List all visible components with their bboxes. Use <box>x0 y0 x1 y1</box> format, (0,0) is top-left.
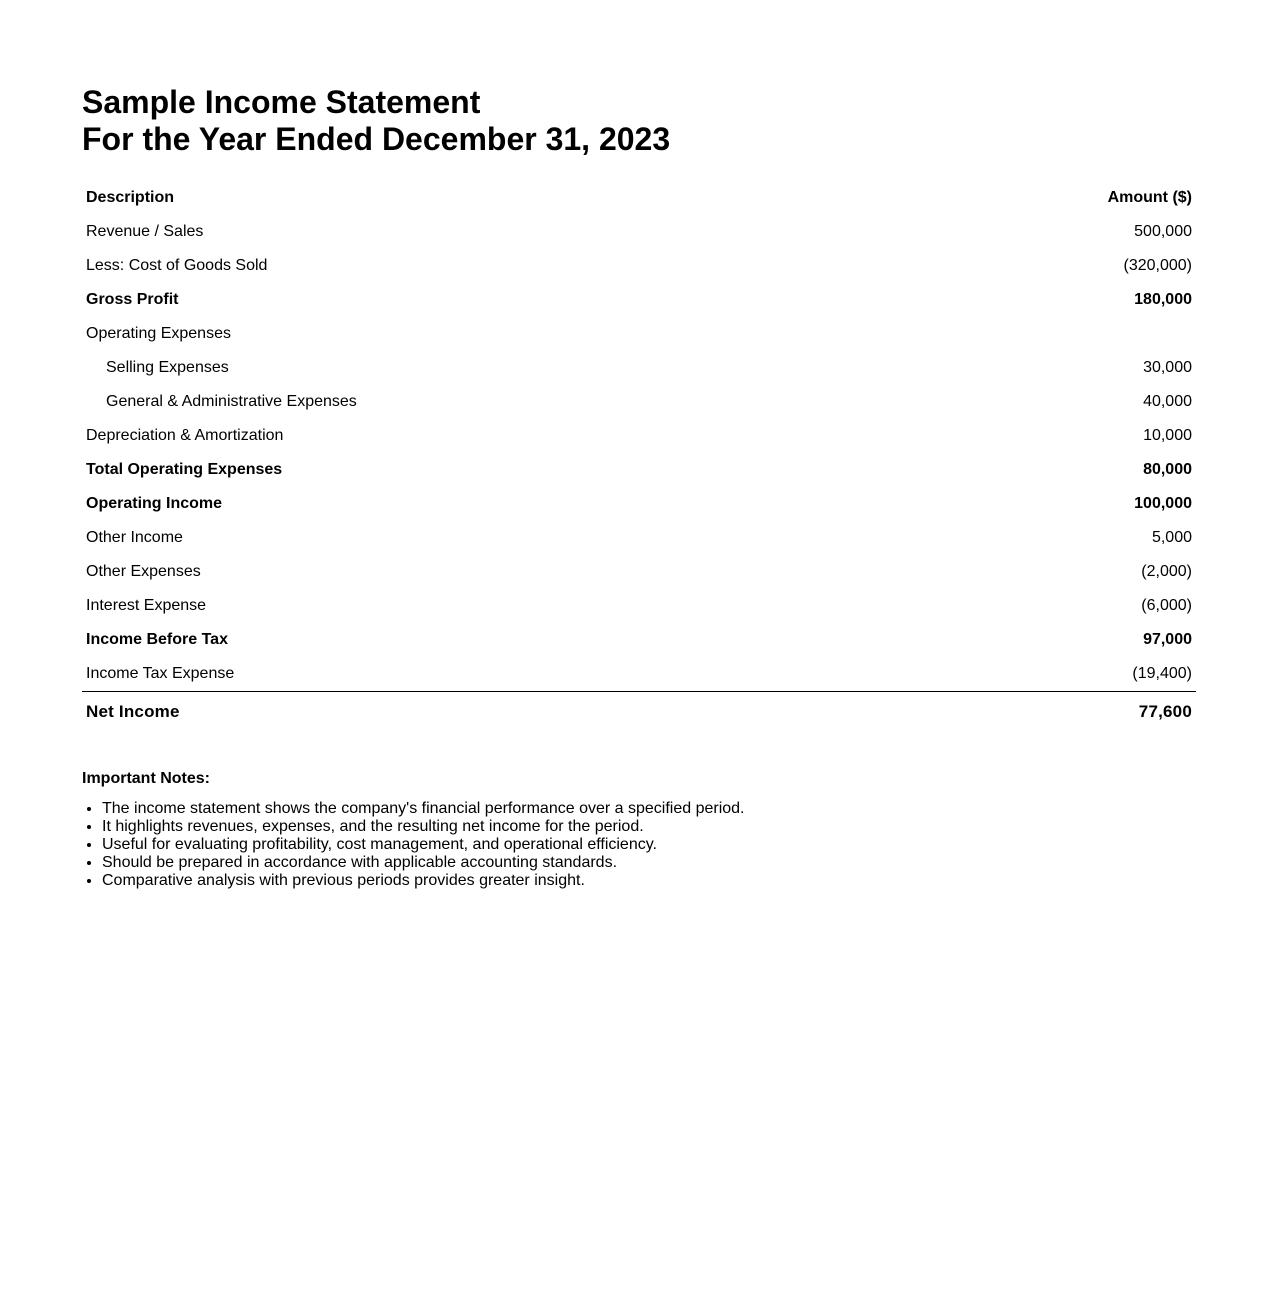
row-label: Income Tax Expense <box>86 665 235 682</box>
row-label: Less: Cost of Goods Sold <box>86 257 268 274</box>
row-label: General & Administrative Expenses <box>106 393 357 410</box>
table-header-row <box>82 181 1196 215</box>
income-statement-table <box>82 181 1196 732</box>
table-row-gross-profit <box>82 283 1196 317</box>
page-title <box>82 84 1196 158</box>
row-amount: 30,000 <box>1143 359 1192 376</box>
row-amount: 80,000 <box>1143 461 1192 478</box>
row-label: Gross Profit <box>86 291 179 308</box>
list-item: • The income statement shows the company's financial performance over a specified period. <box>102 800 1196 818</box>
table-row <box>82 351 1196 385</box>
row-amount: 97,000 <box>1143 631 1192 648</box>
table-row <box>82 521 1196 555</box>
table-row-total-operating-expenses <box>82 453 1196 487</box>
net-income-label: Net Income <box>82 692 919 733</box>
notes-section <box>82 769 1196 890</box>
list-item: • It highlights revenues, expenses, and the resulting net income for the period. <box>102 818 1196 836</box>
notes-list <box>82 800 1196 890</box>
row-label: Operating Income <box>86 495 223 512</box>
table-row-income-before-tax <box>82 623 1196 657</box>
table-row <box>82 419 1196 453</box>
row-amount: 5,000 <box>1151 529 1192 546</box>
table-row-operating-income <box>82 487 1196 521</box>
row-label: Income Before Tax <box>86 631 228 648</box>
row-label: Interest Expense <box>86 597 207 614</box>
net-income-amount: 77,600 <box>919 692 1196 733</box>
row-amount: (320,000) <box>1123 257 1192 274</box>
title-line-1: Sample Income Statement <box>82 84 481 120</box>
row-label: Selling Expenses <box>106 359 229 376</box>
list-item: • Useful for evaluating profitability, cost management, and operational efficiency. <box>102 836 1196 854</box>
notes-heading: Important Notes: <box>82 770 210 787</box>
table-row <box>82 657 1196 692</box>
table-row <box>82 555 1196 589</box>
amount-column-header: Amount ($) <box>1107 189 1192 206</box>
row-label: Depreciation & Amortization <box>86 427 284 444</box>
row-label: Other Income <box>86 529 183 546</box>
row-amount: 10,000 <box>1143 427 1192 444</box>
row-amount: 40,000 <box>1143 393 1192 410</box>
list-item: • Comparative analysis with previous periods provides greater insight. <box>102 872 1196 890</box>
row-label: Other Expenses <box>86 563 201 580</box>
row-amount: 100,000 <box>1134 495 1192 512</box>
row-amount: 180,000 <box>1134 291 1192 308</box>
description-column-header: Description <box>86 189 175 206</box>
table-row <box>82 215 1196 249</box>
row-amount: (19,400) <box>1132 665 1192 682</box>
table-row <box>82 317 1196 351</box>
row-amount: (6,000) <box>1141 597 1192 614</box>
row-label: Total Operating Expenses <box>86 461 283 478</box>
row-amount: 500,000 <box>1134 223 1192 240</box>
title-line-2: For the Year Ended December 31, 2023 <box>82 121 671 157</box>
list-item: • Should be prepared in accordance with applicable accounting standards. <box>102 854 1196 872</box>
table-row-net-income <box>82 692 1196 733</box>
row-label: Operating Expenses <box>86 325 231 342</box>
table-row <box>82 589 1196 623</box>
row-label: Revenue / Sales <box>86 223 204 240</box>
table-row <box>82 385 1196 419</box>
row-amount <box>919 317 1196 351</box>
table-row <box>82 249 1196 283</box>
row-amount: (2,000) <box>1141 563 1192 580</box>
